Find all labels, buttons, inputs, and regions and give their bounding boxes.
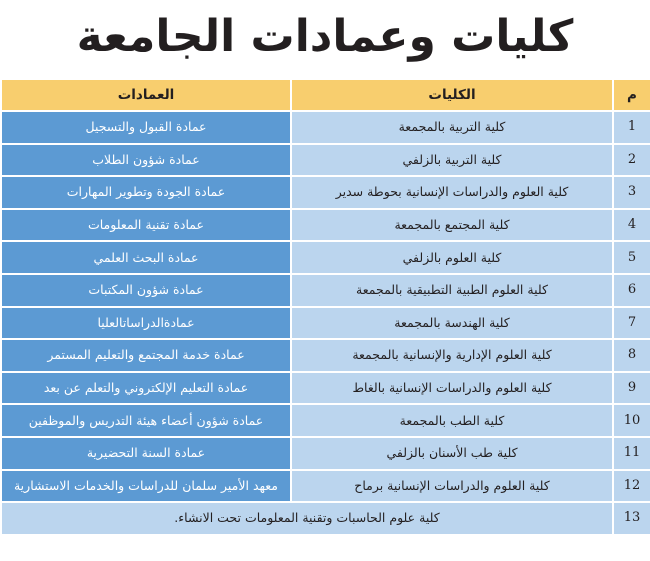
college-cell: كلية العلوم بالزلفي (291, 241, 613, 274)
table-row (1, 404, 650, 437)
deanship-cell: عمادة شؤون المكتبات (1, 274, 291, 307)
header-deanships: العمادات (1, 79, 291, 111)
colleges-table (0, 78, 650, 536)
college-cell: كلية المجتمع بالمجمعة (291, 209, 613, 242)
deanship-cell: عمادة السنة التحضيرية (1, 437, 291, 470)
deanship-cell: عمادة البحث العلمي (1, 241, 291, 274)
table-row (1, 339, 650, 372)
college-cell: كلية التربية بالزلفي (291, 144, 613, 177)
header-colleges: الكليات (291, 79, 613, 111)
row-number: 4 (613, 209, 650, 242)
college-cell: كلية طب الأسنان بالزلفي (291, 437, 613, 470)
table-row (1, 176, 650, 209)
row-number: 12 (613, 470, 650, 503)
table-row-last (1, 502, 650, 535)
deanship-cell: عمادةالدراساتالعليا (1, 307, 291, 340)
college-cell: كلية التربية بالمجمعة (291, 111, 613, 144)
table-row (1, 209, 650, 242)
row-number: 8 (613, 339, 650, 372)
college-cell: كلية الهندسة بالمجمعة (291, 307, 613, 340)
row-number: 10 (613, 404, 650, 437)
row-number: 5 (613, 241, 650, 274)
row-number: 2 (613, 144, 650, 177)
deanship-cell: عمادة تقنية المعلومات (1, 209, 291, 242)
table-row (1, 111, 650, 144)
college-cell: كلية العلوم الإدارية والإنسانية بالمجمعة (291, 339, 613, 372)
college-cell: كلية العلوم الطبية التطبيقية بالمجمعة (291, 274, 613, 307)
row-number: 9 (613, 372, 650, 405)
table-row (1, 470, 650, 503)
table-row (1, 307, 650, 340)
deanship-cell: عمادة خدمة المجتمع والتعليم المستمر (1, 339, 291, 372)
college-cell: كلية العلوم والدراسات الإنسانية بحوطة سدير (291, 176, 613, 209)
page-title: كليات وعمادات الجامعة (76, 11, 574, 62)
deanship-cell: عمادة التعليم الإلكتروني والتعلم عن بعد (1, 372, 291, 405)
row-number: 6 (613, 274, 650, 307)
row-number: 13 (613, 502, 650, 535)
deanship-cell: عمادة شؤون الطلاب (1, 144, 291, 177)
table-row (1, 144, 650, 177)
table-row (1, 437, 650, 470)
row-number: 11 (613, 437, 650, 470)
table-row (1, 274, 650, 307)
row-number: 3 (613, 176, 650, 209)
college-cell: كلية العلوم والدراسات الإنسانية برماح (291, 470, 613, 503)
college-cell: كلية العلوم والدراسات الإنسانية بالغاط (291, 372, 613, 405)
row-number: 7 (613, 307, 650, 340)
row-number: 1 (613, 111, 650, 144)
table-row (1, 241, 650, 274)
college-cell: كلية الطب بالمجمعة (291, 404, 613, 437)
under-construction-note: كلية علوم الحاسبات وتقنية المعلومات تحت الانشاء. (1, 502, 613, 535)
deanship-cell: معهد الأمير سلمان للدراسات والخدمات الاستشارية (1, 470, 291, 503)
deanship-cell: عمادة الجودة وتطوير المهارات (1, 176, 291, 209)
table-row (1, 372, 650, 405)
deanship-cell: عمادة القبول والتسجيل (1, 111, 291, 144)
header-row (1, 79, 650, 111)
deanship-cell: عمادة شؤون أعضاء هيئة التدريس والموظفين (1, 404, 291, 437)
header-num: م (613, 79, 650, 111)
